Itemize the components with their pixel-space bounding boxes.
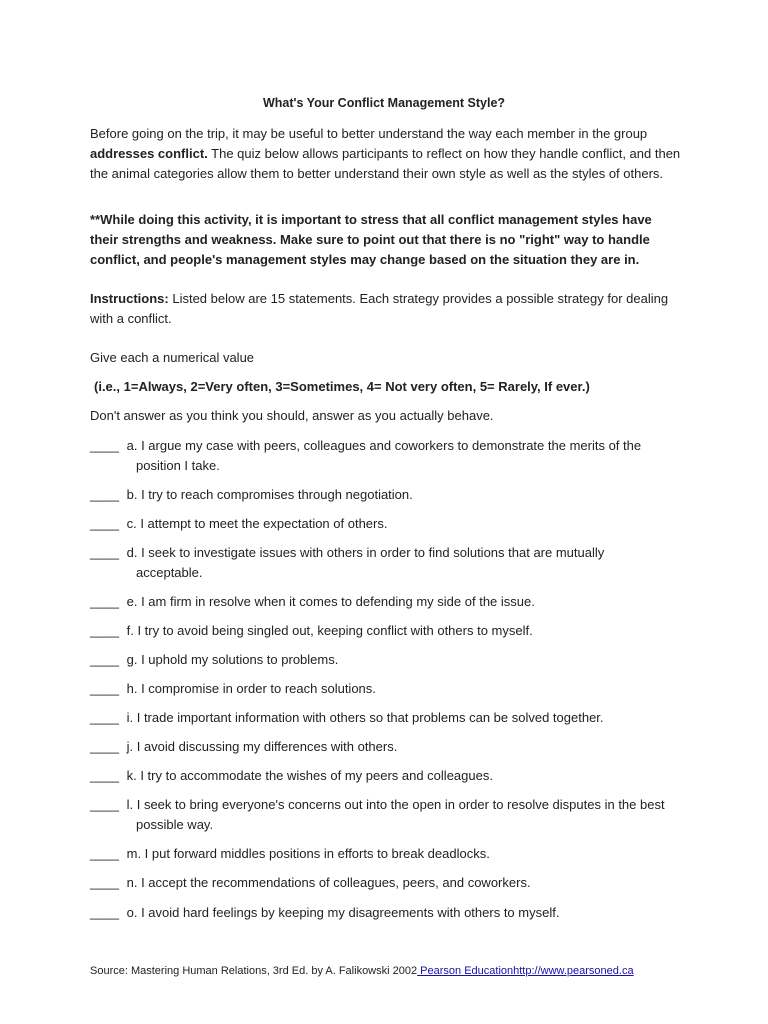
answer-blank[interactable]: ____: [90, 652, 119, 667]
statement-continuation: acceptable.: [136, 565, 203, 580]
list-item: [90, 592, 690, 612]
list-item: [90, 650, 690, 670]
source-footer: [90, 963, 634, 979]
give-value-text: Give each a numerical value: [90, 350, 255, 365]
statement-text: m. I put forward middles positions in efforts to break deadlocks.: [123, 846, 490, 861]
statement-text: h. I compromise in order to reach solutions.: [123, 681, 376, 696]
answer-blank[interactable]: ____: [90, 438, 119, 453]
statement-text: o. I avoid hard feelings by keeping my disagreements with others to myself.: [123, 905, 560, 920]
list-item: [90, 485, 690, 505]
statement-text: k. I try to accommodate the wishes of my peers and colleagues.: [123, 768, 493, 783]
instructions-paragraph: [90, 289, 690, 329]
statement-text: c. I attempt to meet the expectation of others.: [123, 516, 388, 531]
answer-blank[interactable]: ____: [90, 545, 119, 560]
answer-blank[interactable]: ____: [90, 487, 119, 502]
answer-blank[interactable]: ____: [90, 681, 119, 696]
answer-blank[interactable]: ____: [90, 739, 119, 754]
answer-blank[interactable]: ____: [90, 905, 119, 920]
statement-continuation: possible way.: [136, 817, 214, 832]
answer-blank[interactable]: ____: [90, 875, 119, 890]
statement-continuation: position I take.: [136, 458, 220, 473]
answer-blank[interactable]: ____: [90, 710, 119, 725]
statement-text: j. I avoid discussing my differences with others.: [123, 739, 398, 754]
scale-text: (i.e., 1=Always, 2=Very often, 3=Sometimes, 4= Not very often, 5= Rarely, If ever.): [94, 379, 590, 394]
dont-answer-text: Don't answer as you think you should, answer as you actually behave.: [90, 408, 494, 423]
list-item: [90, 795, 690, 835]
intro-bold: addresses conflict.: [90, 146, 208, 161]
answer-blank[interactable]: ____: [90, 846, 119, 861]
statement-text: b. I try to reach compromises through negotiation.: [123, 487, 413, 502]
list-item: [90, 766, 690, 786]
answer-blank[interactable]: ____: [90, 768, 119, 783]
answer-blank[interactable]: ____: [90, 594, 119, 609]
list-item: [90, 873, 690, 893]
list-item: [90, 514, 690, 534]
answer-blank[interactable]: ____: [90, 797, 119, 812]
list-item: [90, 844, 690, 864]
statement-text: l. I seek to bring everyone's concerns out into the open in order to resolve disputes in the best: [123, 797, 665, 812]
source-link[interactable]: Pearson Educationhttp://www.pearsoned.ca: [417, 965, 634, 977]
source-text: Source: Mastering Human Relations, 3rd Ed. by A. Falikowski 2002: [90, 965, 418, 977]
intro-paragraph: [90, 124, 690, 184]
list-item: [90, 903, 690, 923]
instructions-label: Instructions:: [90, 291, 169, 306]
statement-text: n. I accept the recommendations of colleagues, peers, and coworkers.: [123, 875, 531, 890]
statement-text: a. I argue my case with peers, colleagues and coworkers to demonstrate the merits of the: [123, 438, 642, 453]
note-paragraph: **While doing this activity, it is important to stress that all conflict management styles have their strengths and weakness. Make sure to point out that there is no "right" way to handle conflict, and people's management styles may change based on the situation they are in.: [90, 212, 652, 267]
page-title: What's Your Conflict Management Style?: [262, 96, 506, 110]
list-item: [90, 621, 690, 641]
statement-text: e. I am firm in resolve when it comes to defending my side of the issue.: [123, 594, 535, 609]
instructions-text: Listed below are 15 statements. Each strategy provides a possible strategy for dealing with a conflict.: [90, 291, 669, 326]
statement-text: d. I seek to investigate issues with others in order to find solutions that are mutually: [123, 545, 605, 560]
answer-blank[interactable]: ____: [90, 623, 119, 638]
list-item: [90, 679, 690, 699]
statement-text: g. I uphold my solutions to problems.: [123, 652, 339, 667]
statement-text: f. I try to avoid being singled out, keeping conflict with others to myself.: [123, 623, 533, 638]
intro-text-1: Before going on the trip, it may be useful to better understand the way each member in the group: [90, 126, 648, 141]
statement-text: i. I trade important information with others so that problems can be solved together.: [123, 710, 604, 725]
list-item: [90, 543, 690, 583]
answer-blank[interactable]: ____: [90, 516, 119, 531]
list-item: [90, 737, 690, 757]
list-item: [90, 708, 690, 728]
list-item: [90, 436, 690, 476]
intro-text-2: The quiz below allows participants to reflect on how they handle conflict, and then the animal categories allow them to better understand their own style as well as the styles of others.: [90, 146, 681, 181]
